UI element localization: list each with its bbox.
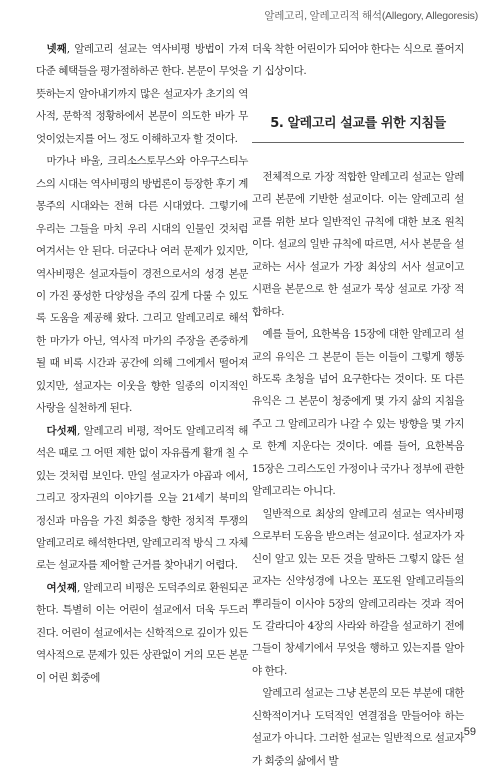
paragraph-historical-criticism: 마가나 바울, 크리소스토무스와 아우구스티누스의 시대는 역사비평의 방법론이 등장한 후기 계몽주의 시대와는 전혀 다른 시대였다. 그렇기에 우리는 그들을 마치 우리 시대의 인물인 것처럼 여겨서는 안 된다. 더군다나 여러 문제가 있지만, 역사비평은 설교자들이 경전으로서의 성경 본문이 가진 풍성한 다양성을 주의 깊게 다룰 수 있도록 도움을 제공해 왔다. 그리고 알레고리로 해석한 마가가 아닌, 역사적 마가의 주장을 존중하게 될 때 비록 시간과 공간에 의해 그에게서 떨어져 있지만, 설교자는 이웃을 향한 일종의 이지적인 사랑을 실천하게 된다. [36, 155, 248, 415]
lead-word-sixth: 여섯째 [46, 581, 77, 594]
paragraph-guideline-3: 일반적으로 최상의 알레고리 설교는 역사비평으로부터 도움을 받으려는 설교이다. 설교자가 자신이 알고 있는 모든 것을 말하든 그렇지 않든 설교자는 신약성경에 나오는 포도원 알레고리들의 뿌리들이 이사야 5장의 알레고리라는 것과 적어도 갈라디아 4장의 사라와 하갈을 설교하기 전에 그들이 창세기에서 무엇을 행하고 있는지를 알아야 한다. [252, 507, 464, 677]
paragraph-sixth [36, 577, 248, 689]
paragraph-guideline-2: 예를 들어, 요한복음 15장에 대한 알레고리 설교의 유익은 그 본문이 듣는 이들이 그렇게 행동하도록 초청을 넘어 요구한다는 것이다. 또 다른 유익은 그 본문이 청중에게 몇 가지 삶의 지침을 주고 그 알레고리가 나갈 수 있는 방향을 몇 가지로 한계 지운다는 것이다. 예를 들어, 요한복음 15장은 그리스도인 가정이나 국가나 정부에 관한 알레고리는 아니다. [252, 328, 464, 498]
paragraph-fifth [36, 420, 248, 577]
paragraph-fourth [36, 38, 248, 150]
right-column [252, 38, 464, 772]
paragraph-guideline-4: 알레고리 설교는 그냥 본문의 모든 부분에 대한 신학적이거나 도덕적인 연결점을 만들어야 하는 설교가 아니다. 그러한 설교는 일반적으로 설교자가 회중의 삶에서 발 [252, 687, 464, 767]
lead-word-fifth: 다섯째 [46, 424, 77, 437]
paragraph-text: , 알레고리 비평은 도덕주의로 환원되곤 한다. 특별히 이는 어린이 설교에서 더욱 두드러진다. 어린이 설교에서는 신학적으로 깊이가 있든 역사적으로 문제가 있든 상관없이 거의 모든 본문이 어린 회중에 [36, 581, 248, 684]
lead-word-fourth: 넷째 [46, 43, 67, 55]
section-heading: 5. 알레고리 설교를 위한 지침들 [252, 108, 464, 143]
paragraph-guideline-1: 전체적으로 가장 적합한 알레고리 설교는 알레고리 본문에 기반한 설교이다. 이는 알레고리 설교를 위한 보다 일반적인 규칙에 대한 보조 원칙이다. 설교의 일반 규칙에 따르면, 서사 본문을 설교하는 서사 설교가 가장 최상의 서사 설교이고 시편을 본문으로 한 설교가 묵상 설교로 가장 적합하다. [252, 170, 464, 318]
page-number: 59 [463, 726, 476, 738]
left-column [36, 38, 248, 689]
paragraph-text: , 알레고리 설교는 역사비평 방법이 가져다준 혜택들을 평가절하하곤 한다. 본문이 무엇을 뜻하는지 알아내기까지 많은 설교자가 초기의 역사적, 문학적 정황하에서 본문이 의도한 바가 무엇이었는지를 어느 정도 이해하고자 할 것이다. [36, 43, 248, 145]
running-header: 알레고리, 알레고리적 해석(Allegory, Allegoresis) [264, 10, 478, 22]
paragraph-continuation: 더욱 착한 어린이가 되어야 한다는 식으로 풀어지기 십상이다. [252, 43, 464, 78]
paragraph-text: , 알레고리 비평, 적어도 알레고리적 해석은 때로 그 어떤 제한 없이 자유롭게 활개 칠 수 있는 것처럼 보인다. 만일 설교자가 야곱과 에서, 그리고 장자권의 이야기를 오늘 21세기 북미의 정신과 마음을 가진 회중을 향한 정치적 투쟁의 알레고리로 해석한다면, 알레고리적 방식 그 자체로는 설교자를 제어할 근거를 찾아내기 어렵다. [36, 424, 248, 572]
